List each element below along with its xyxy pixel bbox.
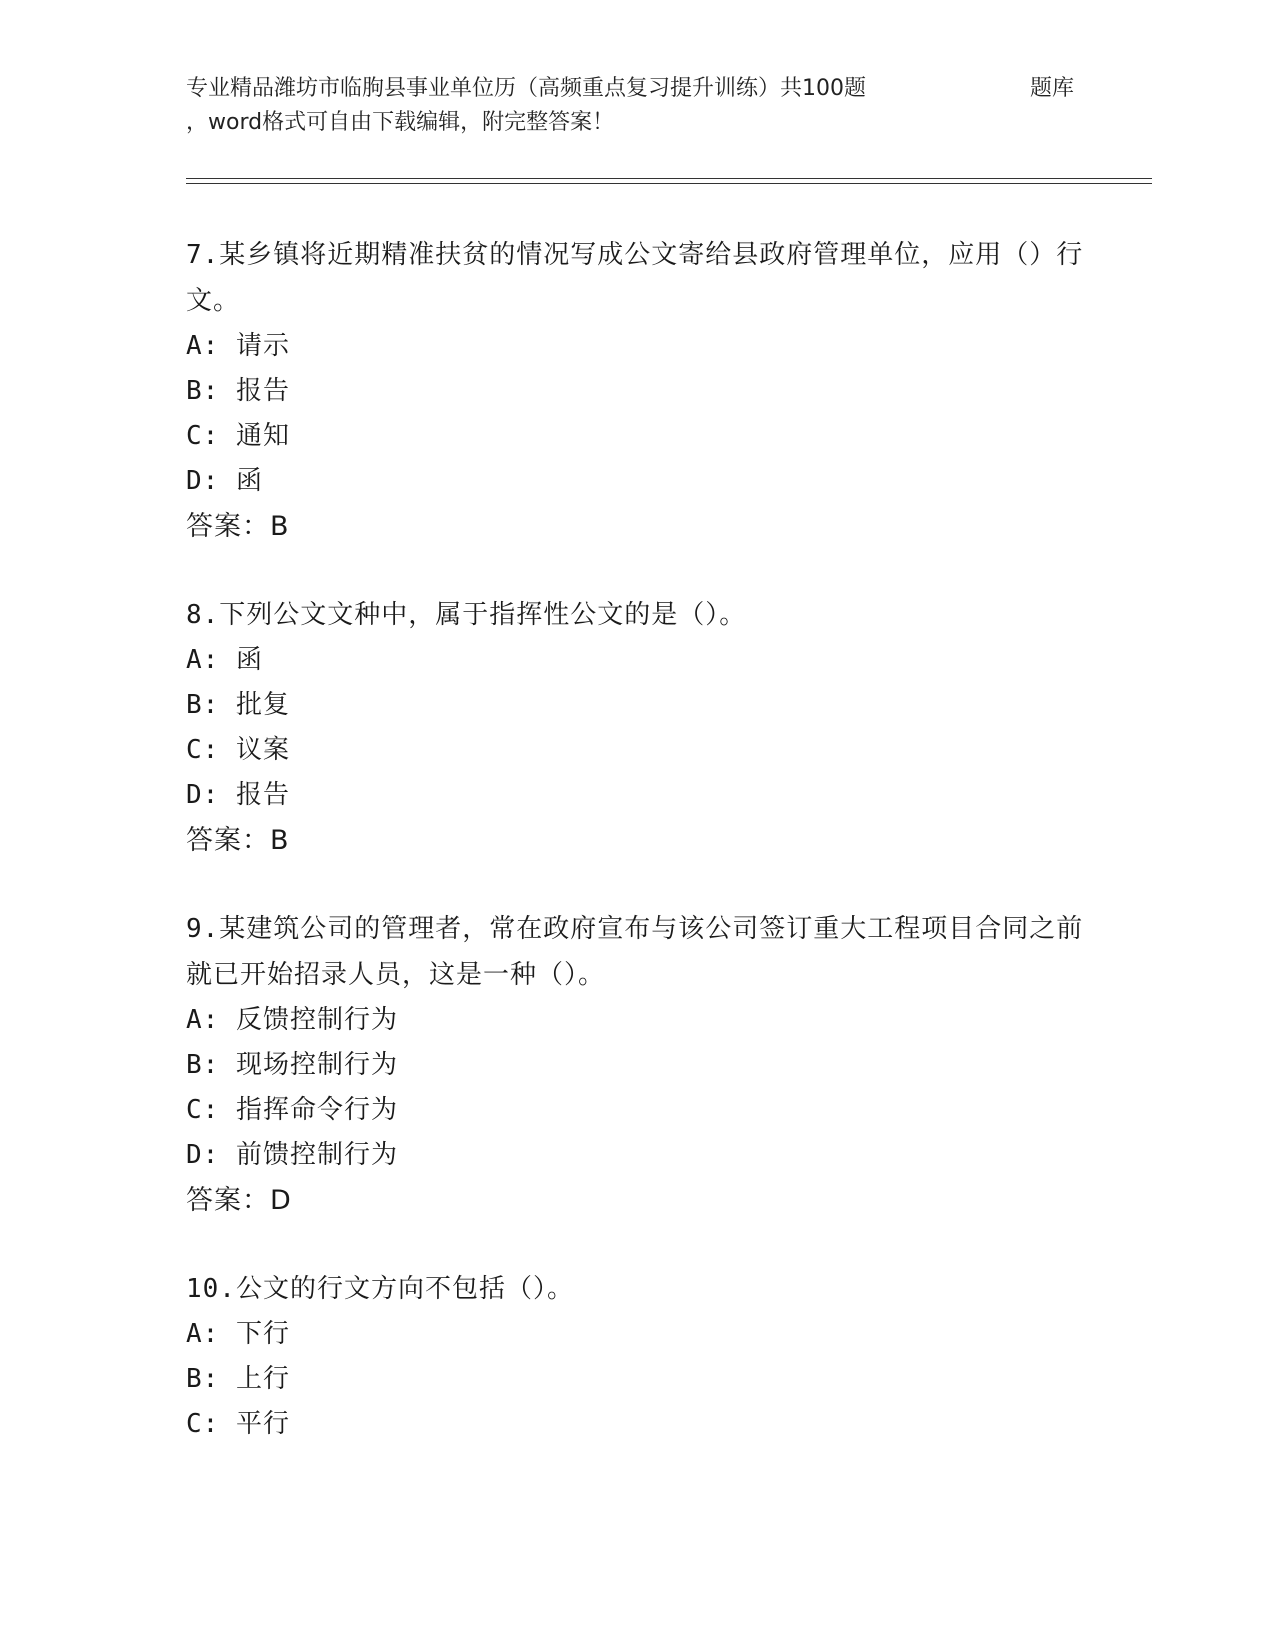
option-d [186, 459, 1086, 504]
option-letter: B: [186, 1050, 220, 1080]
option-text: 报告 [235, 376, 290, 406]
question-list [186, 232, 1086, 1489]
option-letter: A: [186, 1319, 220, 1349]
question-9 [186, 906, 1086, 1224]
option-c [186, 728, 1086, 773]
question-text: 8.下列公文文种中，属于指挥性公文的是（）。 [186, 600, 747, 630]
header-divider-bottom [186, 183, 1152, 184]
question-10 [186, 1266, 1086, 1447]
option-text: 平行 [235, 1409, 290, 1439]
question-7 [186, 232, 1086, 550]
option-text: 前馈控制行为 [235, 1140, 398, 1170]
option-letter: D: [186, 780, 220, 810]
header-divider-top [186, 178, 1152, 179]
question-text: 7.某乡镇将近期精准扶贫的情况写成公文寄给县政府管理单位，应用（）行文。 [186, 240, 1084, 316]
option-d [186, 773, 1086, 818]
option-letter: B: [186, 1364, 220, 1394]
option-letter: C: [186, 1095, 220, 1125]
answer-line: 答案：B [186, 511, 290, 542]
option-a [186, 324, 1086, 369]
option-d [186, 1133, 1086, 1178]
option-text: 函 [235, 645, 263, 675]
option-text: 议案 [235, 735, 290, 765]
option-a [186, 1312, 1086, 1357]
option-b [186, 369, 1086, 414]
answer-line: 答案：D [186, 1185, 292, 1216]
header-tag: 题库 [1030, 76, 1075, 101]
option-c [186, 1088, 1086, 1133]
option-text: 下行 [235, 1319, 290, 1349]
option-letter: C: [186, 421, 220, 451]
question-text: 10.公文的行文方向不包括（）。 [186, 1274, 574, 1304]
option-a [186, 998, 1086, 1043]
answer-line: 答案：B [186, 825, 290, 856]
option-letter: A: [186, 645, 220, 675]
option-text: 通知 [235, 421, 290, 451]
option-letter: C: [186, 1409, 220, 1439]
option-a [186, 638, 1086, 683]
question-8 [186, 592, 1086, 864]
option-b [186, 1043, 1086, 1088]
option-letter: C: [186, 735, 220, 765]
option-c [186, 414, 1086, 459]
option-text: 报告 [235, 780, 290, 810]
option-text: 请示 [235, 331, 290, 361]
option-text: 批复 [235, 690, 290, 720]
option-b [186, 1357, 1086, 1402]
option-b [186, 683, 1086, 728]
option-letter: A: [186, 331, 220, 361]
option-text: 现场控制行为 [235, 1050, 398, 1080]
option-text: 函 [235, 466, 263, 496]
option-text: 上行 [235, 1364, 290, 1394]
option-letter: D: [186, 466, 220, 496]
option-letter: B: [186, 690, 220, 720]
header-subtitle: ，word格式可自由下载编辑，附完整答案！ [186, 110, 615, 135]
option-letter: B: [186, 376, 220, 406]
question-text: 9.某建筑公司的管理者，常在政府宣布与该公司签订重大工程项目合同之前就已开始招录人员，这是一种（）。 [186, 914, 1084, 990]
document-header [186, 72, 1146, 140]
header-title-line [186, 72, 1146, 106]
option-c [186, 1402, 1086, 1447]
option-text: 指挥命令行为 [235, 1095, 398, 1125]
option-letter: D: [186, 1140, 220, 1170]
header-title: 专业精品潍坊市临朐县事业单位历（高频重点复习提升训练）共100题 [186, 76, 866, 101]
option-text: 反馈控制行为 [235, 1005, 398, 1035]
option-letter: A: [186, 1005, 220, 1035]
